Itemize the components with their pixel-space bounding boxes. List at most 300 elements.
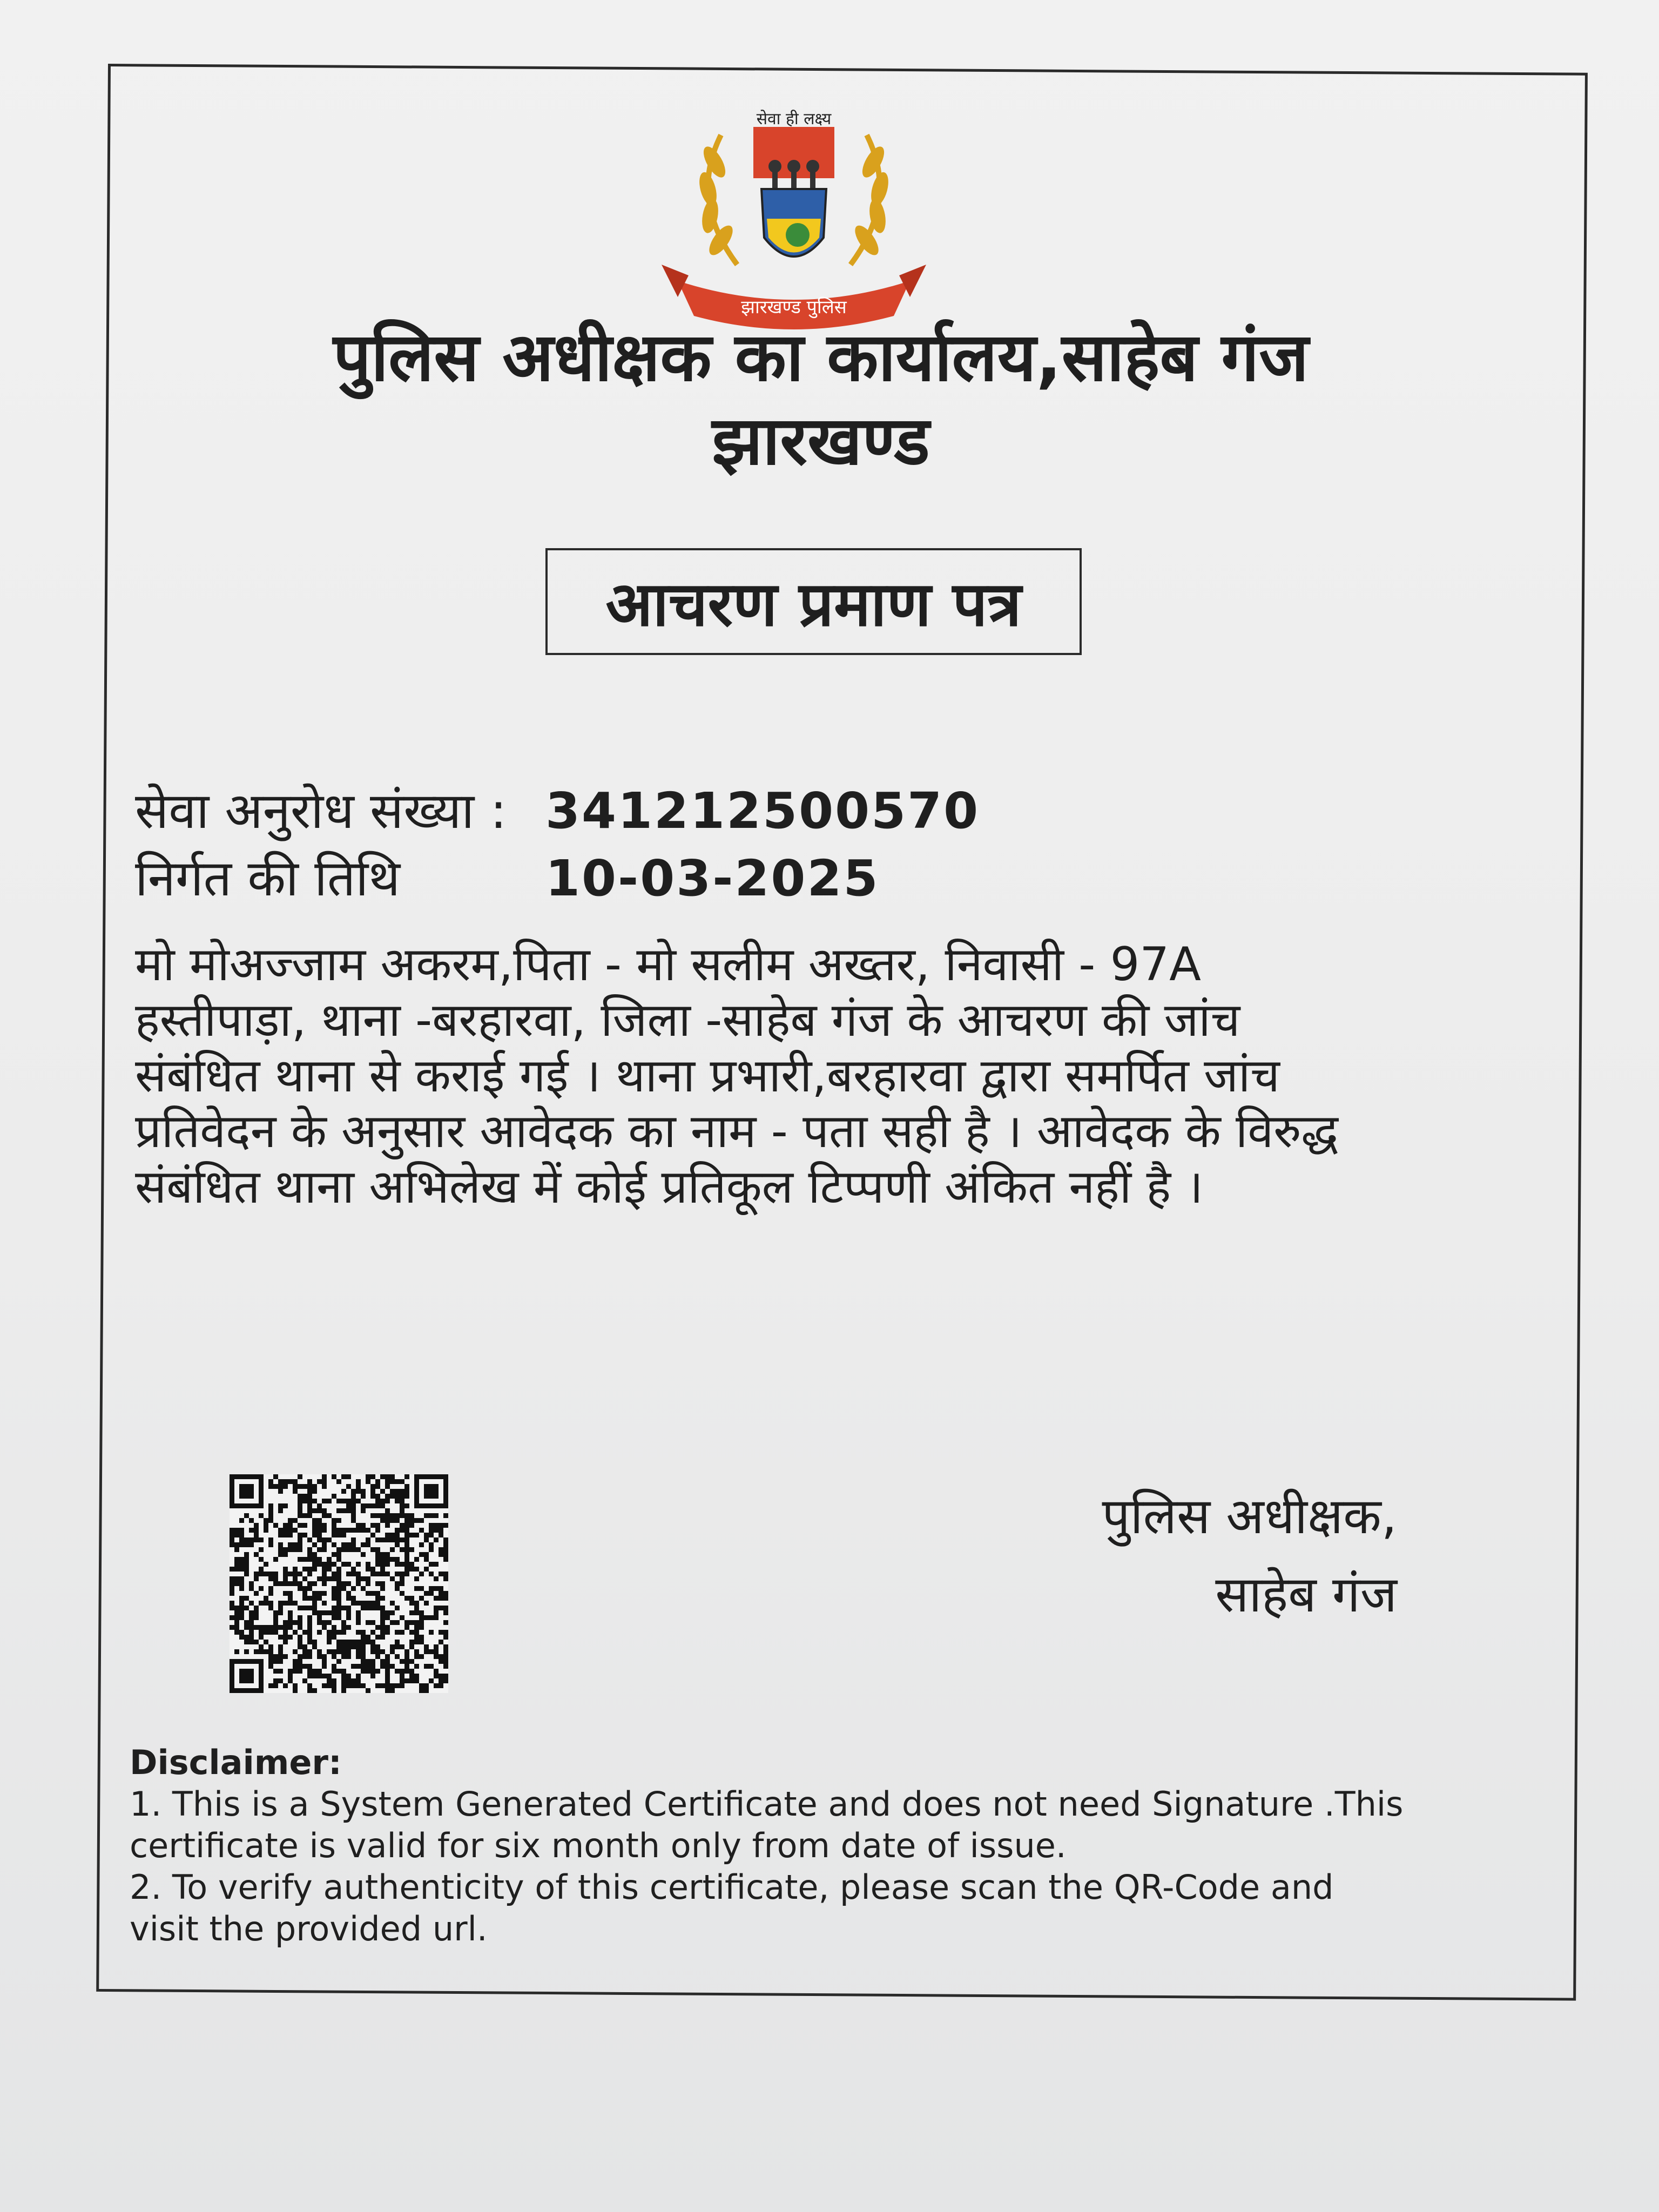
qr-module [332, 1523, 336, 1528]
qr-module [234, 1581, 239, 1586]
qr-module [288, 1620, 293, 1625]
qr-module [439, 1523, 443, 1528]
qr-module [244, 1625, 249, 1630]
qr-module [400, 1537, 404, 1542]
office-title [162, 316, 1480, 483]
qr-module [390, 1610, 395, 1615]
qr-module [302, 1606, 307, 1610]
qr-module [424, 1591, 429, 1596]
qr-module [244, 1640, 249, 1644]
certificate-title-box [545, 548, 1082, 655]
qr-module [341, 1649, 346, 1654]
qr-module [332, 1552, 336, 1557]
qr-module [351, 1547, 356, 1552]
qr-module [249, 1610, 254, 1615]
qr-module [312, 1518, 317, 1523]
disclaimer-heading: Disclaimer: [130, 1743, 342, 1782]
qr-module [312, 1601, 317, 1606]
qr-module [278, 1528, 283, 1533]
qr-module [249, 1542, 254, 1547]
qr-module [293, 1601, 298, 1606]
qr-module [341, 1542, 346, 1547]
qr-module [439, 1683, 443, 1688]
qr-module [264, 1528, 268, 1533]
qr-module [400, 1479, 404, 1484]
qr-module [336, 1572, 341, 1576]
qr-module [317, 1576, 322, 1581]
qr-module [370, 1620, 375, 1625]
qr-module [249, 1528, 254, 1533]
qr-module [312, 1484, 317, 1489]
qr-module [429, 1542, 434, 1547]
qr-module [327, 1513, 332, 1518]
qr-module [336, 1547, 341, 1552]
qr-module [375, 1596, 380, 1601]
qr-module [414, 1610, 419, 1615]
qr-module [346, 1484, 351, 1489]
qr-module [366, 1669, 370, 1674]
qr-module [336, 1606, 341, 1610]
qr-module [307, 1596, 312, 1601]
qr-module [424, 1567, 429, 1572]
qr-module [351, 1572, 356, 1576]
qr-module [278, 1552, 283, 1557]
qr-module [404, 1547, 409, 1552]
qr-module [341, 1640, 346, 1644]
qr-module [332, 1669, 336, 1674]
qr-module [380, 1659, 385, 1664]
qr-module [380, 1683, 385, 1688]
qr-module [409, 1630, 414, 1635]
qr-module [298, 1494, 302, 1499]
qr-module [230, 1601, 234, 1606]
qr-module [356, 1620, 361, 1625]
qr-module [443, 1664, 448, 1669]
qr-module [264, 1630, 268, 1635]
issue-date-row [135, 842, 879, 910]
qr-module [293, 1576, 298, 1581]
qr-module [336, 1479, 341, 1484]
qr-module [293, 1664, 298, 1669]
qr-module [380, 1489, 385, 1494]
qr-module [361, 1654, 366, 1659]
qr-module [385, 1494, 390, 1499]
qr-module [400, 1669, 404, 1674]
qr-module [385, 1625, 390, 1630]
qr-module [302, 1678, 307, 1683]
qr-module [366, 1591, 370, 1596]
qr-module [409, 1659, 414, 1664]
qr-module [239, 1601, 244, 1606]
qr-module [298, 1625, 302, 1630]
qr-module [370, 1503, 375, 1508]
qr-module [322, 1547, 327, 1552]
qr-module [370, 1659, 375, 1664]
qr-module [370, 1474, 375, 1479]
qr-module [395, 1683, 400, 1688]
qr-module [439, 1591, 443, 1596]
qr-module [361, 1644, 366, 1649]
qr-module [424, 1601, 429, 1606]
qr-module [322, 1562, 327, 1567]
qr-module [380, 1606, 385, 1610]
qr-module [283, 1630, 288, 1635]
qr-module [307, 1620, 312, 1625]
qr-module [322, 1625, 327, 1630]
qr-module [230, 1576, 234, 1581]
qr-module [400, 1503, 404, 1508]
qr-module [249, 1640, 254, 1644]
qr-module [356, 1640, 361, 1644]
qr-module [380, 1513, 385, 1518]
qr-module [395, 1542, 400, 1547]
qr-module [278, 1503, 283, 1508]
qr-module [351, 1494, 356, 1499]
qr-module [341, 1474, 346, 1479]
qr-module [434, 1674, 439, 1678]
qr-module [351, 1640, 356, 1644]
qr-module [434, 1644, 439, 1649]
qr-module [370, 1630, 375, 1635]
qr-module [395, 1513, 400, 1518]
qr-module [341, 1528, 346, 1533]
qr-module [336, 1552, 341, 1557]
qr-module [307, 1552, 312, 1557]
qr-module [244, 1596, 249, 1601]
qr-module [424, 1683, 429, 1688]
qr-module [361, 1659, 366, 1664]
qr-module [370, 1547, 375, 1552]
qr-module [307, 1606, 312, 1610]
qr-module [351, 1664, 356, 1669]
qr-module [332, 1625, 336, 1630]
qr-module [395, 1630, 400, 1635]
qr-module [244, 1620, 249, 1625]
qr-module [283, 1552, 288, 1557]
qr-module [361, 1630, 366, 1635]
qr-module [385, 1557, 390, 1562]
qr-module [443, 1523, 448, 1528]
qr-module [346, 1562, 351, 1567]
qr-module [288, 1528, 293, 1533]
qr-module [434, 1654, 439, 1659]
qr-module [341, 1644, 346, 1649]
qr-module [414, 1586, 419, 1591]
qr-module [443, 1674, 448, 1678]
qr-module [356, 1576, 361, 1581]
qr-module [385, 1537, 390, 1542]
qr-module [414, 1567, 419, 1572]
qr-module [302, 1654, 307, 1659]
qr-module [327, 1630, 332, 1635]
qr-module [268, 1542, 273, 1547]
qr-module [283, 1625, 288, 1630]
qr-code-icon[interactable] [230, 1474, 448, 1693]
qr-module [249, 1625, 254, 1630]
qr-module [336, 1610, 341, 1615]
qr-module [341, 1581, 346, 1586]
qr-module [312, 1591, 317, 1596]
qr-module [400, 1615, 404, 1620]
qr-module [322, 1474, 327, 1479]
qr-module [244, 1557, 249, 1562]
qr-module [288, 1610, 293, 1615]
qr-module [259, 1567, 264, 1572]
qr-module [336, 1528, 341, 1533]
qr-module [259, 1572, 264, 1576]
qr-module [361, 1503, 366, 1508]
qr-module [332, 1606, 336, 1610]
qr-module [443, 1557, 448, 1562]
qr-module [234, 1533, 239, 1537]
qr-module [332, 1596, 336, 1601]
qr-module [259, 1547, 264, 1552]
qr-module [346, 1528, 351, 1533]
qr-module [434, 1576, 439, 1581]
qr-module [351, 1513, 356, 1518]
qr-module [273, 1557, 278, 1562]
qr-module [332, 1654, 336, 1659]
qr-module [278, 1678, 283, 1683]
qr-module [434, 1513, 439, 1518]
qr-module [254, 1576, 259, 1581]
qr-module [341, 1562, 346, 1567]
qr-module [356, 1678, 361, 1683]
qr-module [312, 1644, 317, 1649]
qr-module [434, 1649, 439, 1654]
qr-module [268, 1664, 273, 1669]
qr-module [336, 1533, 341, 1537]
qr-module [361, 1606, 366, 1610]
qr-module [419, 1683, 424, 1688]
qr-module [375, 1601, 380, 1606]
qr-module [361, 1489, 366, 1494]
qr-module [404, 1523, 409, 1528]
qr-module [443, 1547, 448, 1552]
qr-module [264, 1601, 268, 1606]
qr-module [443, 1596, 448, 1601]
qr-module [370, 1489, 375, 1494]
qr-module [361, 1552, 366, 1557]
qr-module [404, 1537, 409, 1542]
qr-module [268, 1518, 273, 1523]
qr-module [400, 1508, 404, 1513]
qr-module [424, 1664, 429, 1669]
qr-module [424, 1649, 429, 1654]
qr-module [385, 1484, 390, 1489]
qr-module [268, 1683, 273, 1688]
qr-module [307, 1649, 312, 1654]
qr-module [336, 1630, 341, 1635]
qr-module [336, 1508, 341, 1513]
qr-module [307, 1683, 312, 1688]
qr-module [249, 1615, 254, 1620]
qr-module [264, 1625, 268, 1630]
qr-module [288, 1581, 293, 1586]
qr-module [278, 1479, 283, 1484]
qr-module [293, 1669, 298, 1674]
qr-module [307, 1688, 312, 1693]
qr-module [312, 1508, 317, 1513]
qr-module [244, 1513, 249, 1518]
qr-module [288, 1615, 293, 1620]
qr-module [361, 1542, 366, 1547]
qr-module [239, 1610, 244, 1615]
qr-module [380, 1557, 385, 1562]
qr-module [395, 1537, 400, 1542]
qr-module [439, 1674, 443, 1678]
qr-module [390, 1557, 395, 1562]
qr-module [234, 1562, 239, 1567]
qr-module [434, 1615, 439, 1620]
qr-module [268, 1659, 273, 1664]
qr-module [380, 1562, 385, 1567]
qr-module [312, 1674, 317, 1678]
qr-module [390, 1518, 395, 1523]
qr-module [283, 1503, 288, 1508]
qr-module [341, 1508, 346, 1513]
qr-module [361, 1669, 366, 1674]
qr-module [414, 1576, 419, 1581]
qr-module [254, 1625, 259, 1630]
qr-module [404, 1557, 409, 1562]
qr-module [390, 1688, 395, 1693]
qr-module [317, 1596, 322, 1601]
qr-module [312, 1688, 317, 1693]
qr-module [302, 1499, 307, 1503]
qr-module [230, 1625, 234, 1630]
qr-module [429, 1572, 434, 1576]
qr-module [361, 1664, 366, 1669]
qr-module [234, 1630, 239, 1635]
qr-module [443, 1591, 448, 1596]
qr-module [249, 1620, 254, 1625]
qr-module [351, 1503, 356, 1508]
qr-module [302, 1630, 307, 1635]
qr-module [439, 1533, 443, 1537]
qr-module [395, 1581, 400, 1586]
qr-module [273, 1669, 278, 1674]
qr-module [366, 1606, 370, 1610]
qr-module [317, 1503, 322, 1508]
qr-module [273, 1683, 278, 1688]
qr-module [356, 1547, 361, 1552]
qr-module [302, 1533, 307, 1537]
qr-module [395, 1654, 400, 1659]
disclaimer-line: 2. To verify authenticity of this certificate, please scan the QR-Code and [130, 1867, 1334, 1907]
qr-module [278, 1547, 283, 1552]
qr-module [317, 1508, 322, 1513]
service-request-label: सेवा अनुरोध संख्या : [135, 782, 507, 840]
qr-module [268, 1606, 273, 1610]
qr-module [434, 1610, 439, 1615]
qr-module [278, 1606, 283, 1610]
qr-module [375, 1644, 380, 1649]
qr-module [317, 1654, 322, 1659]
qr-module [385, 1513, 390, 1518]
qr-module [409, 1674, 414, 1678]
qr-module [307, 1508, 312, 1513]
qr-module [443, 1576, 448, 1581]
qr-module [278, 1669, 283, 1674]
qr-module [409, 1547, 414, 1552]
qr-module [351, 1601, 356, 1606]
qr-module [307, 1654, 312, 1659]
qr-module [273, 1610, 278, 1615]
qr-module [283, 1635, 288, 1640]
qr-module [366, 1576, 370, 1581]
qr-module [439, 1552, 443, 1557]
qr-module [312, 1533, 317, 1537]
qr-module [375, 1528, 380, 1533]
qr-module [356, 1581, 361, 1586]
qr-module [395, 1586, 400, 1591]
qr-module [429, 1591, 434, 1596]
qr-module [361, 1601, 366, 1606]
qr-module [400, 1674, 404, 1678]
qr-module [302, 1523, 307, 1528]
qr-module [419, 1635, 424, 1640]
qr-module [424, 1557, 429, 1562]
qr-module [395, 1489, 400, 1494]
qr-module [230, 1533, 234, 1537]
qr-module [390, 1537, 395, 1542]
qr-module [312, 1557, 317, 1562]
qr-module [336, 1499, 341, 1503]
qr-module [400, 1659, 404, 1664]
qr-module [239, 1537, 244, 1542]
qr-module [414, 1625, 419, 1630]
qr-module [409, 1523, 414, 1528]
qr-module [322, 1572, 327, 1576]
qr-module [341, 1669, 346, 1674]
qr-module [419, 1572, 424, 1576]
qr-module [317, 1557, 322, 1562]
qr-module [429, 1533, 434, 1537]
qr-module [268, 1654, 273, 1659]
qr-module [322, 1591, 327, 1596]
qr-module [366, 1664, 370, 1669]
qr-module [307, 1674, 312, 1678]
qr-module [390, 1683, 395, 1688]
qr-module [293, 1572, 298, 1576]
qr-module [268, 1649, 273, 1654]
issue-date-label: निर्गत की तिथि [135, 849, 400, 907]
qr-module [307, 1567, 312, 1572]
qr-module [366, 1581, 370, 1586]
qr-module [307, 1503, 312, 1508]
qr-module [434, 1586, 439, 1591]
qr-module [380, 1596, 385, 1601]
qr-module [419, 1625, 424, 1630]
qr-module [322, 1523, 327, 1528]
qr-module [268, 1630, 273, 1635]
qr-module [351, 1586, 356, 1591]
qr-module [419, 1552, 424, 1557]
qr-module [288, 1542, 293, 1547]
qr-module [307, 1664, 312, 1669]
qr-module [356, 1683, 361, 1688]
qr-module [307, 1669, 312, 1674]
qr-module [283, 1576, 288, 1581]
qr-module [293, 1489, 298, 1494]
qr-module [336, 1557, 341, 1562]
qr-module [351, 1542, 356, 1547]
qr-module [230, 1591, 234, 1596]
qr-module [385, 1499, 390, 1503]
qr-module [244, 1537, 249, 1542]
qr-module [332, 1528, 336, 1533]
